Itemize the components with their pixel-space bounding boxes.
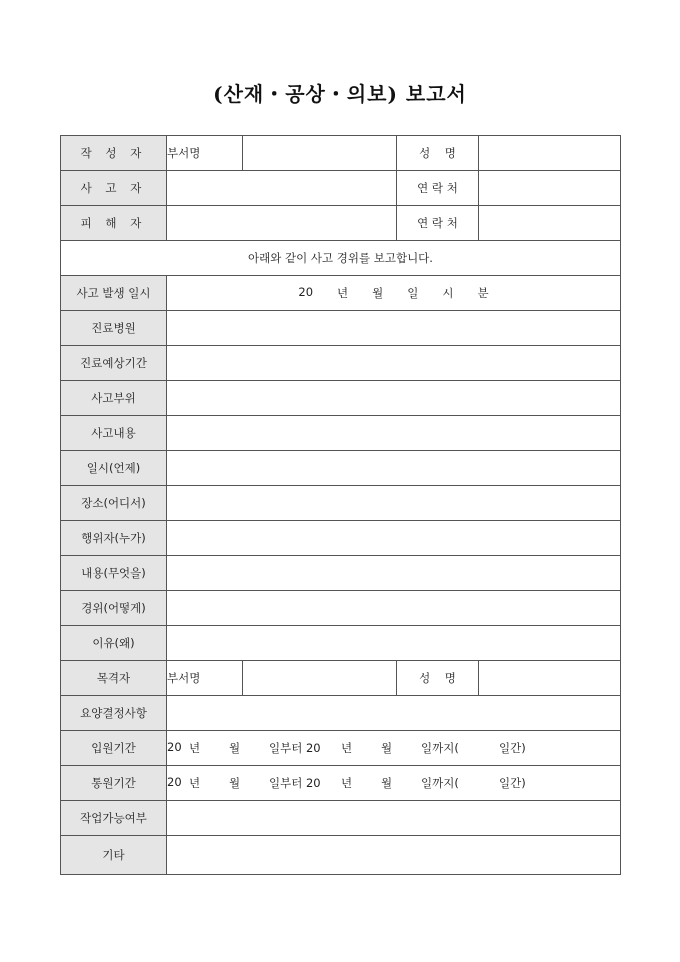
work-possible-field[interactable]: [167, 801, 621, 836]
outpatient-label: 통원기간: [61, 766, 167, 801]
why-field[interactable]: [167, 626, 621, 661]
injurer-label: 피 해 자: [61, 206, 167, 241]
expected-period-field[interactable]: [167, 346, 621, 381]
occurrence-minute-unit: 분: [477, 286, 489, 300]
outpatient-start-day-unit: 일부터 20: [269, 776, 321, 790]
outpatient-start-year-unit: 년: [189, 776, 201, 790]
outpatient-start-month-unit: 월: [229, 776, 241, 790]
notice-row: [61, 241, 621, 276]
outpatient-start-year: 20: [167, 775, 182, 789]
injurer-field[interactable]: [167, 206, 397, 241]
where-field[interactable]: [167, 486, 621, 521]
occurrence-year-unit: 년: [337, 286, 349, 300]
content-row: [61, 416, 621, 451]
occurrence-field[interactable]: [167, 276, 621, 311]
outpatient-row: [61, 766, 621, 801]
care-decision-row: [61, 696, 621, 731]
notice-text: 아래와 같이 사고 경위를 보고합니다.: [61, 241, 621, 276]
what-field[interactable]: [167, 556, 621, 591]
writer-dept-field[interactable]: [243, 136, 397, 171]
how-label: 경위(어떻게): [61, 591, 167, 626]
hospitalization-field[interactable]: [167, 731, 621, 766]
victim-label: 사 고 자: [61, 171, 167, 206]
other-label: 기타: [61, 836, 167, 875]
hospital-row: [61, 311, 621, 346]
who-row: [61, 521, 621, 556]
when-label: 일시(언제): [61, 451, 167, 486]
hospitalization-end-year-unit: 년: [341, 741, 353, 755]
when-field[interactable]: [167, 451, 621, 486]
who-label: 행위자(누가): [61, 521, 167, 556]
outpatient-end-month-unit: 월: [381, 776, 393, 790]
care-decision-field[interactable]: [167, 696, 621, 731]
outpatient-days-unit: 일간): [499, 776, 526, 790]
witness-dept-field[interactable]: [243, 661, 397, 696]
occurrence-label: 사고 발생 일시: [61, 276, 167, 311]
body-part-field[interactable]: [167, 381, 621, 416]
how-field[interactable]: [167, 591, 621, 626]
injurer-contact-label: 연 락 처: [397, 206, 479, 241]
witness-name-field[interactable]: [479, 661, 621, 696]
document-title: (산재・공상・의보) 보고서: [213, 82, 467, 106]
witness-label: 목격자: [61, 661, 167, 696]
hospital-field[interactable]: [167, 311, 621, 346]
report-form: [60, 135, 621, 875]
victim-contact-label: 연 락 처: [397, 171, 479, 206]
victim-field[interactable]: [167, 171, 397, 206]
hospitalization-start-year-unit: 년: [189, 741, 201, 755]
writer-label: 작 성 자: [61, 136, 167, 171]
body-part-label: 사고부위: [61, 381, 167, 416]
content-label: 사고내용: [61, 416, 167, 451]
hospital-label: 진료병원: [61, 311, 167, 346]
witness-row: [61, 661, 621, 696]
injurer-contact-field[interactable]: [479, 206, 621, 241]
occurrence-hour-unit: 시: [442, 286, 454, 300]
occurrence-year-prefix: 20: [298, 285, 314, 299]
hospitalization-start-month-unit: 월: [229, 741, 241, 755]
expected-period-label: 진료예상기간: [61, 346, 167, 381]
how-row: [61, 591, 621, 626]
content-field[interactable]: [167, 416, 621, 451]
injurer-row: [61, 206, 621, 241]
victim-contact-field[interactable]: [479, 171, 621, 206]
hospitalization-end-day-unit: 일까지(: [421, 741, 459, 755]
why-row: [61, 626, 621, 661]
other-field[interactable]: [167, 836, 621, 875]
hospitalization-end-month-unit: 월: [381, 741, 393, 755]
occurrence-row: [61, 276, 621, 311]
writer-name-field[interactable]: [479, 136, 621, 171]
writer-row: [61, 136, 621, 171]
witness-dept-label: 부서명: [167, 661, 243, 696]
outpatient-end-day-unit: 일까지(: [421, 776, 459, 790]
writer-name-label: 성 명: [397, 136, 479, 171]
expected-period-row: [61, 346, 621, 381]
hospitalization-label: 입원기간: [61, 731, 167, 766]
body-part-row: [61, 381, 621, 416]
who-field[interactable]: [167, 521, 621, 556]
hospitalization-row: [61, 731, 621, 766]
victim-row: [61, 171, 621, 206]
where-row: [61, 486, 621, 521]
hospitalization-start-day-unit: 일부터 20: [269, 741, 321, 755]
care-decision-label: 요양결정사항: [61, 696, 167, 731]
work-possible-row: [61, 801, 621, 836]
hospitalization-days-unit: 일간): [499, 741, 526, 755]
occurrence-day-unit: 일: [407, 286, 419, 300]
witness-name-label: 성 명: [397, 661, 479, 696]
outpatient-end-year-unit: 년: [341, 776, 353, 790]
hospitalization-start-year: 20: [167, 740, 182, 754]
work-possible-label: 작업가능여부: [61, 801, 167, 836]
why-label: 이유(왜): [61, 626, 167, 661]
when-row: [61, 451, 621, 486]
what-row: [61, 556, 621, 591]
writer-dept-label: 부서명: [167, 136, 243, 171]
outpatient-field[interactable]: [167, 766, 621, 801]
other-row: [61, 836, 621, 875]
where-label: 장소(어디서): [61, 486, 167, 521]
occurrence-month-unit: 월: [372, 286, 384, 300]
what-label: 내용(무엇을): [61, 556, 167, 591]
